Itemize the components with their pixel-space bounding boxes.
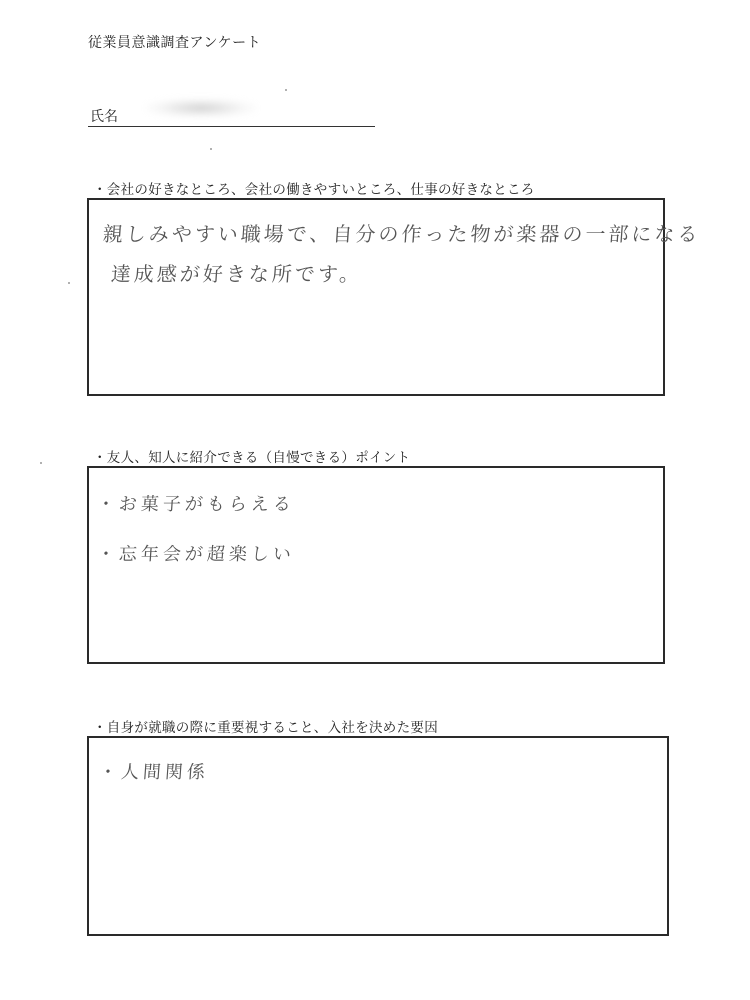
scan-speck [40, 462, 42, 464]
scan-speck [68, 282, 70, 284]
name-field[interactable] [88, 104, 375, 127]
redacted-name [146, 98, 256, 118]
answer-text: ・人間関係 [98, 762, 210, 783]
answer-box-likes[interactable] [87, 198, 702, 396]
answer-text: ・お菓子がもらえる [96, 494, 296, 515]
answer-text: 達成感が好きな所です。 [110, 262, 364, 286]
answer-text: 親しみやすい職場で、自分の作った物が楽器の一部になる [102, 222, 702, 246]
question-likes: ・会社の好きなところ、会社の働きやすいところ、仕事の好きなところ [93, 182, 535, 198]
answer-box-recommend-points[interactable] [87, 466, 665, 664]
scan-speck [210, 148, 212, 150]
name-label: 氏名 [90, 109, 118, 125]
form-title: 従業員意識調査アンケート [88, 35, 262, 51]
scan-speck [285, 89, 287, 91]
question-recommend-points: ・友人、知人に紹介できる（自慢できる）ポイント [93, 450, 411, 466]
answer-box-job-priorities[interactable] [87, 736, 669, 936]
question-job-priorities: ・自身が就職の際に重要視すること、入社を決めた要因 [93, 720, 438, 736]
answer-text: ・忘年会が超楽しい [96, 544, 296, 565]
